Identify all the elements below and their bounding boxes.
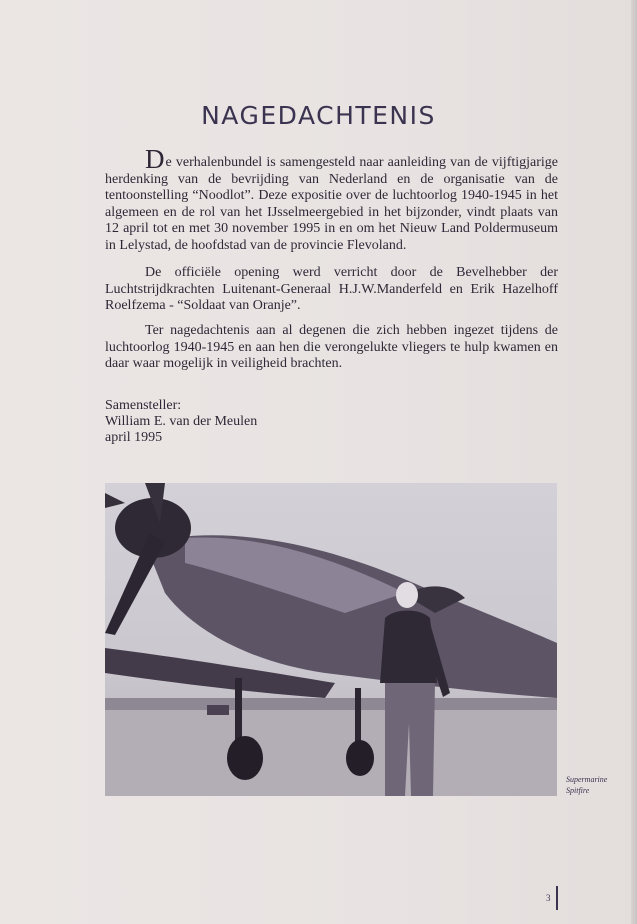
photo-caption-line2: Spitfire xyxy=(566,786,590,795)
paragraph-intro-text: e verhalenbundel is samengesteld naar aanleiding van de vijftigjarige herdenking van de bevrijding van Nederland en de organisatie van de tentoonstelling “Noodlot”. Deze expositie over de luchtoorlog 1940-1945 in het algemeen en de rol van het IJsselmeergebied in het bijzonder, vindt plaats van 12 april tot en met 30 november 1995 in en om het Nieuw Land Poldermuseum in Lelystad, de hoofdstad van de provincie Flevoland. xyxy=(105,155,558,253)
photo-caption xyxy=(566,774,607,796)
spitfire-photo xyxy=(105,483,557,796)
spitfire-photo-illustration xyxy=(105,483,557,796)
page-edge xyxy=(631,0,637,924)
paragraph-intro xyxy=(105,144,558,254)
page-title: NAGEDACHTENIS xyxy=(201,101,436,130)
credits-role: Samensteller: xyxy=(105,398,182,413)
credits-name: William E. van der Meulen xyxy=(105,414,258,429)
paragraph-opening: De officiële opening werd verricht door de Bevelhebber der Luchtstrijdkrachten Luitenant-Generaal H.J.W.Manderfeld en Erik Hazelhoff Roelfzema - “Soldaat van Oranje”. xyxy=(105,265,558,313)
credits-date: april 1995 xyxy=(105,430,163,445)
paragraph-remembrance: Ter nagedachtenis aan al degenen die zich hebben ingezet tijdens de luchtoorlog 1940-1945 en aan hen die verongelukte vliegers te hulp kwamen en daar waar mogelijk in veiligheid brachten. xyxy=(105,323,558,371)
page-number: 3 xyxy=(546,893,551,903)
photo-caption-line1: Supermarine xyxy=(566,775,608,784)
page-number-rule xyxy=(556,886,558,910)
credits-block xyxy=(105,398,257,446)
drop-cap: D xyxy=(145,144,165,174)
